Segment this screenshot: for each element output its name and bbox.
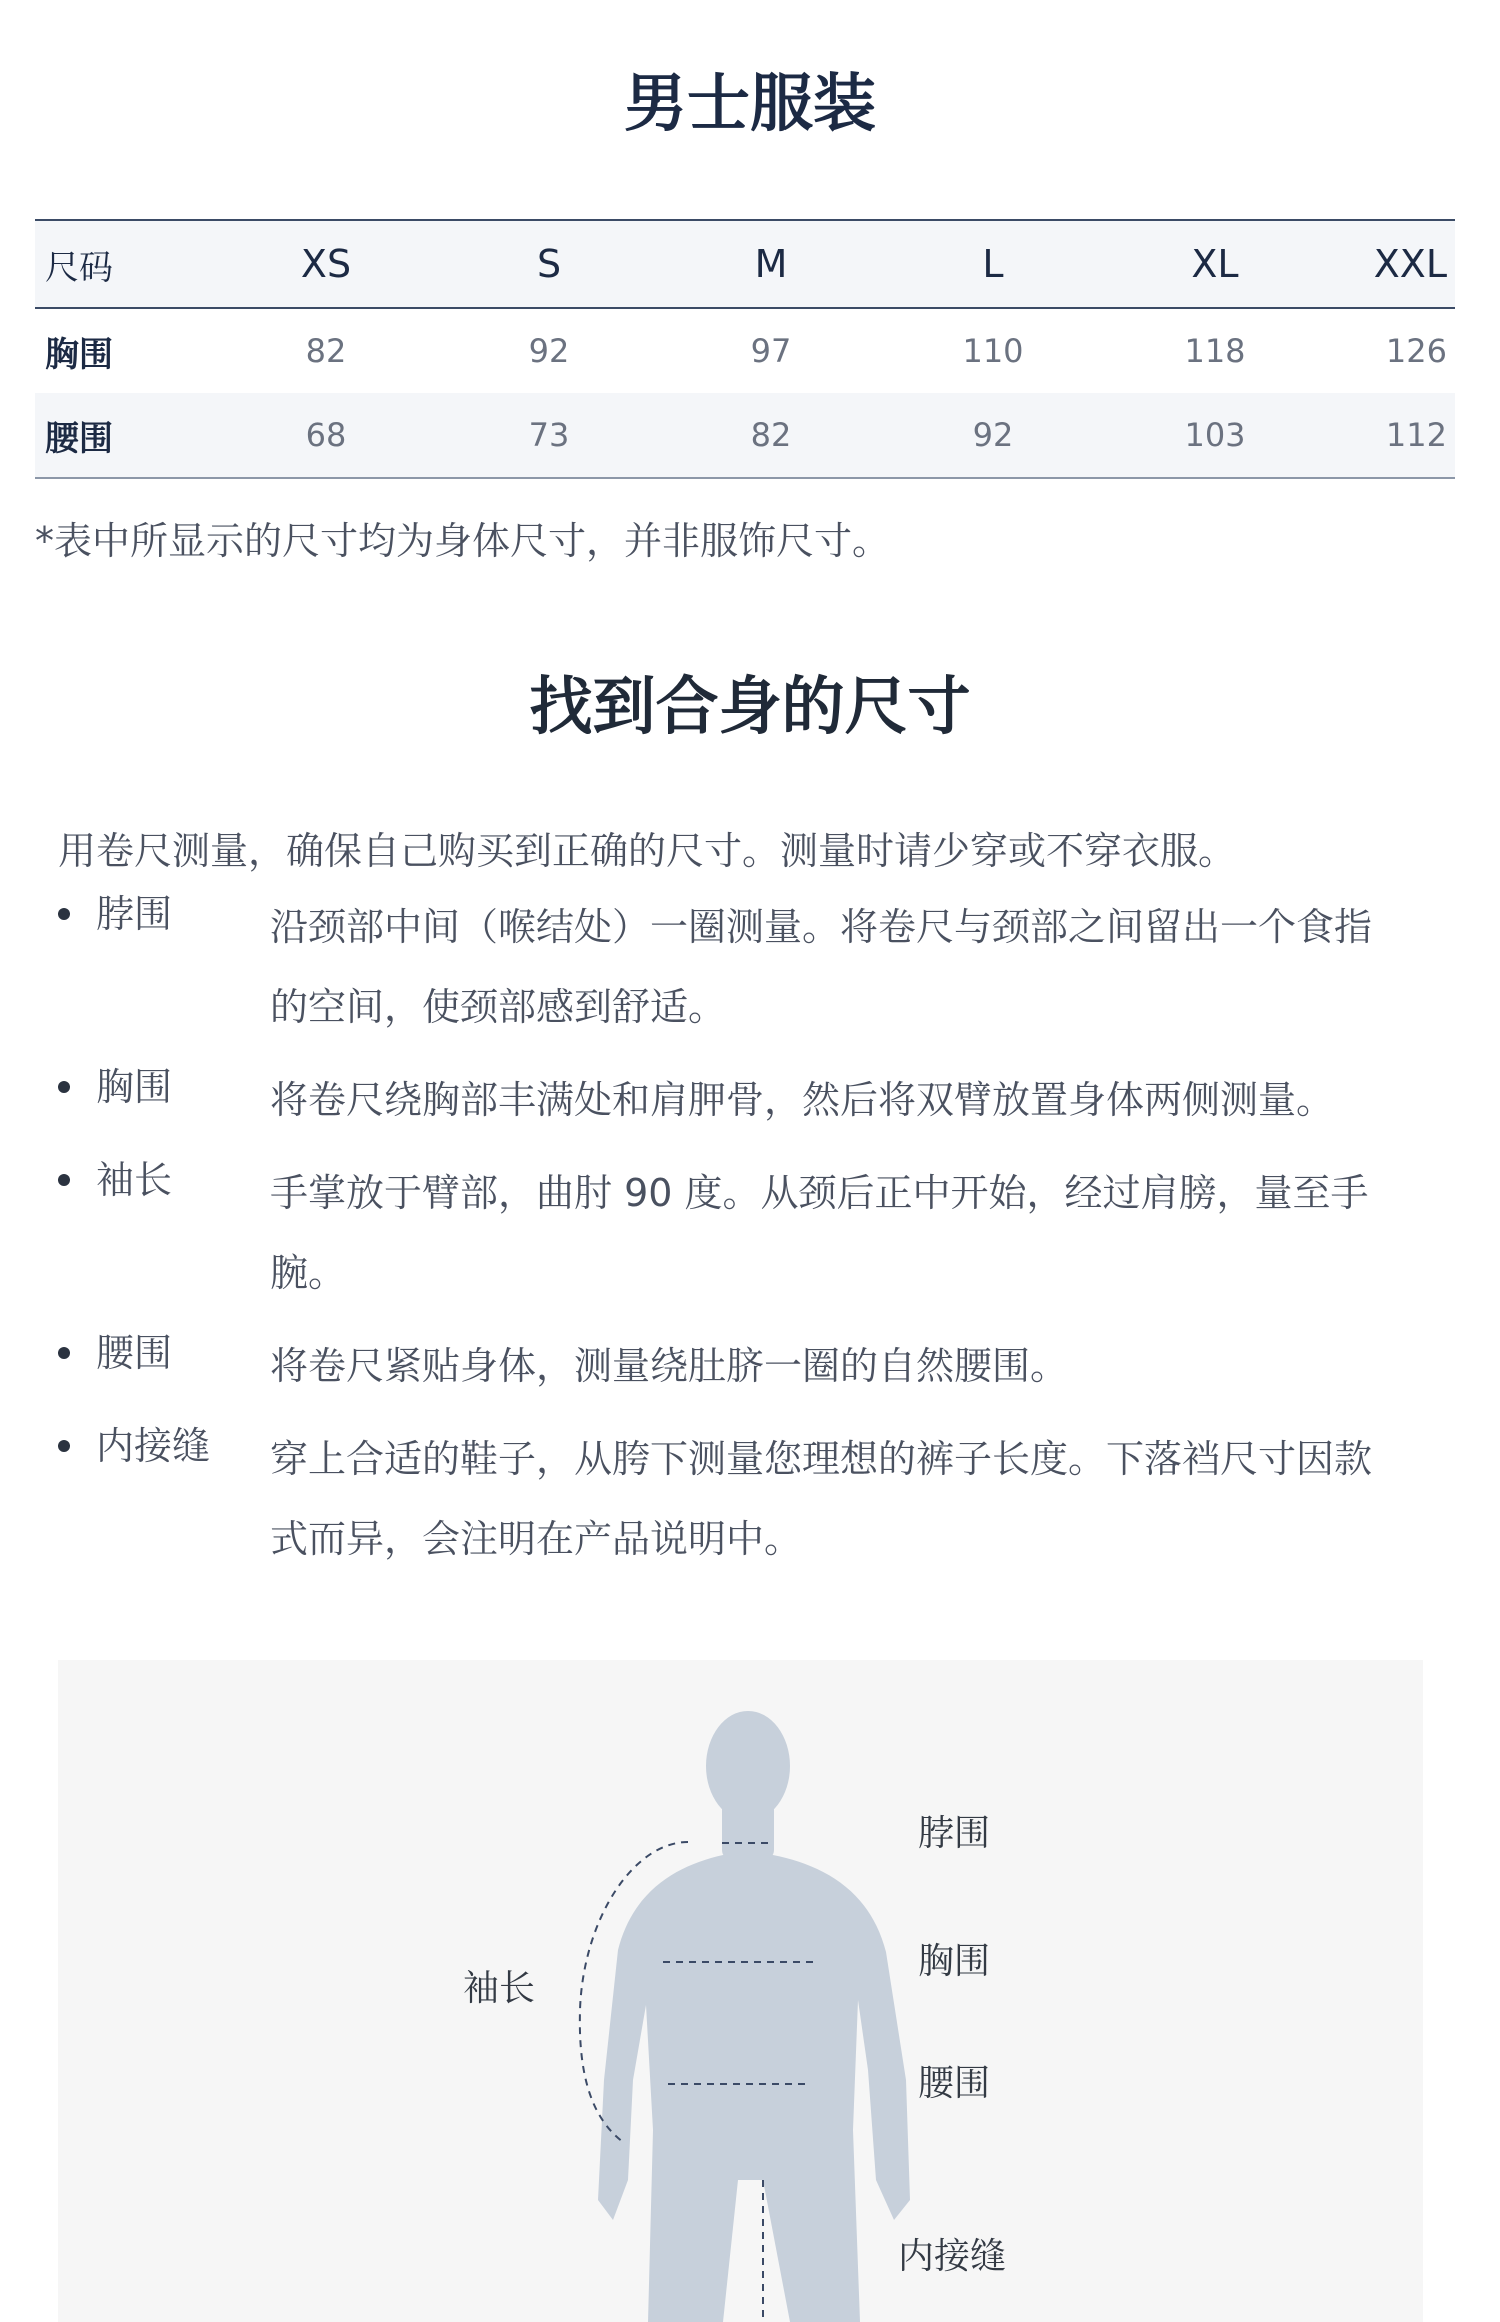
measure-description: 将卷尺紧贴身体，测量绕肚脐一圈的自然腰围。: [270, 1344, 1069, 1388]
row-label-chest: 胸围: [45, 334, 113, 375]
bullet-icon: [58, 908, 70, 920]
bullet-icon: [58, 1440, 70, 1452]
header-size-l: L: [982, 242, 1004, 286]
find-fit-title: 找到合身的尺寸: [529, 670, 971, 743]
header-size-s: S: [536, 242, 562, 286]
table-bottom-divider: [35, 477, 1455, 479]
list-item-sleeve: [58, 1153, 1398, 1313]
figure-label-waist: 腰围: [918, 2063, 991, 2104]
measure-term: 脖围: [96, 892, 173, 936]
list-item-inseam: [58, 1419, 1398, 1579]
table-cell: 73: [528, 416, 570, 454]
list-item-neck: [58, 887, 1398, 1047]
row-label-waist: 腰围: [45, 418, 113, 459]
measure-term: 腰围: [96, 1331, 173, 1375]
table-cell: 97: [750, 332, 792, 370]
list-item-waist: [58, 1326, 1398, 1406]
table-cell: 103: [1184, 416, 1246, 454]
table-row-waist: [35, 393, 1455, 477]
measure-description: 手掌放于臂部，曲肘 90 度。从颈后正中开始，经过肩膀，量至手腕。: [270, 1171, 1369, 1295]
table-cell: 112: [1385, 416, 1447, 454]
figure-label-neck: 脖围: [918, 1813, 991, 1854]
bullet-icon: [58, 1347, 70, 1359]
measure-intro: 用卷尺测量，确保自己购买到正确的尺寸。测量时请少穿或不穿衣服。: [58, 829, 1237, 873]
table-cell: 92: [972, 416, 1014, 454]
header-size-xs: XS: [300, 242, 352, 286]
header-size-xl: XL: [1191, 242, 1239, 286]
measure-list: [58, 892, 1398, 1605]
table-cell: 82: [750, 416, 792, 454]
header-size-label: 尺码: [45, 247, 113, 288]
figure-label-chest: 胸围: [918, 1941, 991, 1982]
table-cell: 92: [528, 332, 570, 370]
figure-label-sleeve: 袖长: [463, 1968, 536, 2009]
measure-term: 内接缝: [96, 1424, 211, 1468]
bullet-icon: [58, 1081, 70, 1093]
table-row-chest: [35, 309, 1455, 393]
table-cell: 110: [962, 332, 1024, 370]
mens-apparel-title: 男士服装: [624, 67, 876, 140]
measure-description: 将卷尺绕胸部丰满处和肩胛骨，然后将双臂放置身体两侧测量。: [270, 1078, 1335, 1122]
header-size-xxl: XXL: [1373, 242, 1447, 286]
table-cell: 82: [305, 332, 347, 370]
measure-term: 袖长: [96, 1158, 173, 1202]
table-cell: 68: [305, 416, 347, 454]
measure-term: 胸围: [96, 1065, 173, 1109]
list-item-chest: [58, 1060, 1398, 1140]
header-size-m: M: [754, 242, 788, 286]
body-silhouette-icon: [58, 1660, 1423, 2322]
measure-description: 沿颈部中间（喉结处）一圈测量。将卷尺与颈部之间留出一个食指的空间，使颈部感到舒适。: [270, 905, 1373, 1029]
size-table: [35, 219, 1455, 479]
bullet-icon: [58, 1174, 70, 1186]
size-footnote: *表中所显示的尺寸均为身体尺寸，并非服饰尺寸。: [35, 519, 891, 563]
measurement-figure: [58, 1660, 1423, 2322]
table-cell: 118: [1184, 332, 1246, 370]
size-table-header-row: [35, 219, 1455, 309]
figure-label-inseam: 内接缝: [898, 2236, 1007, 2277]
measure-description: 穿上合适的鞋子，从胯下测量您理想的裤子长度。下落裆尺寸因款式而异，会注明在产品说明中。: [270, 1437, 1373, 1561]
table-cell: 126: [1385, 332, 1447, 370]
